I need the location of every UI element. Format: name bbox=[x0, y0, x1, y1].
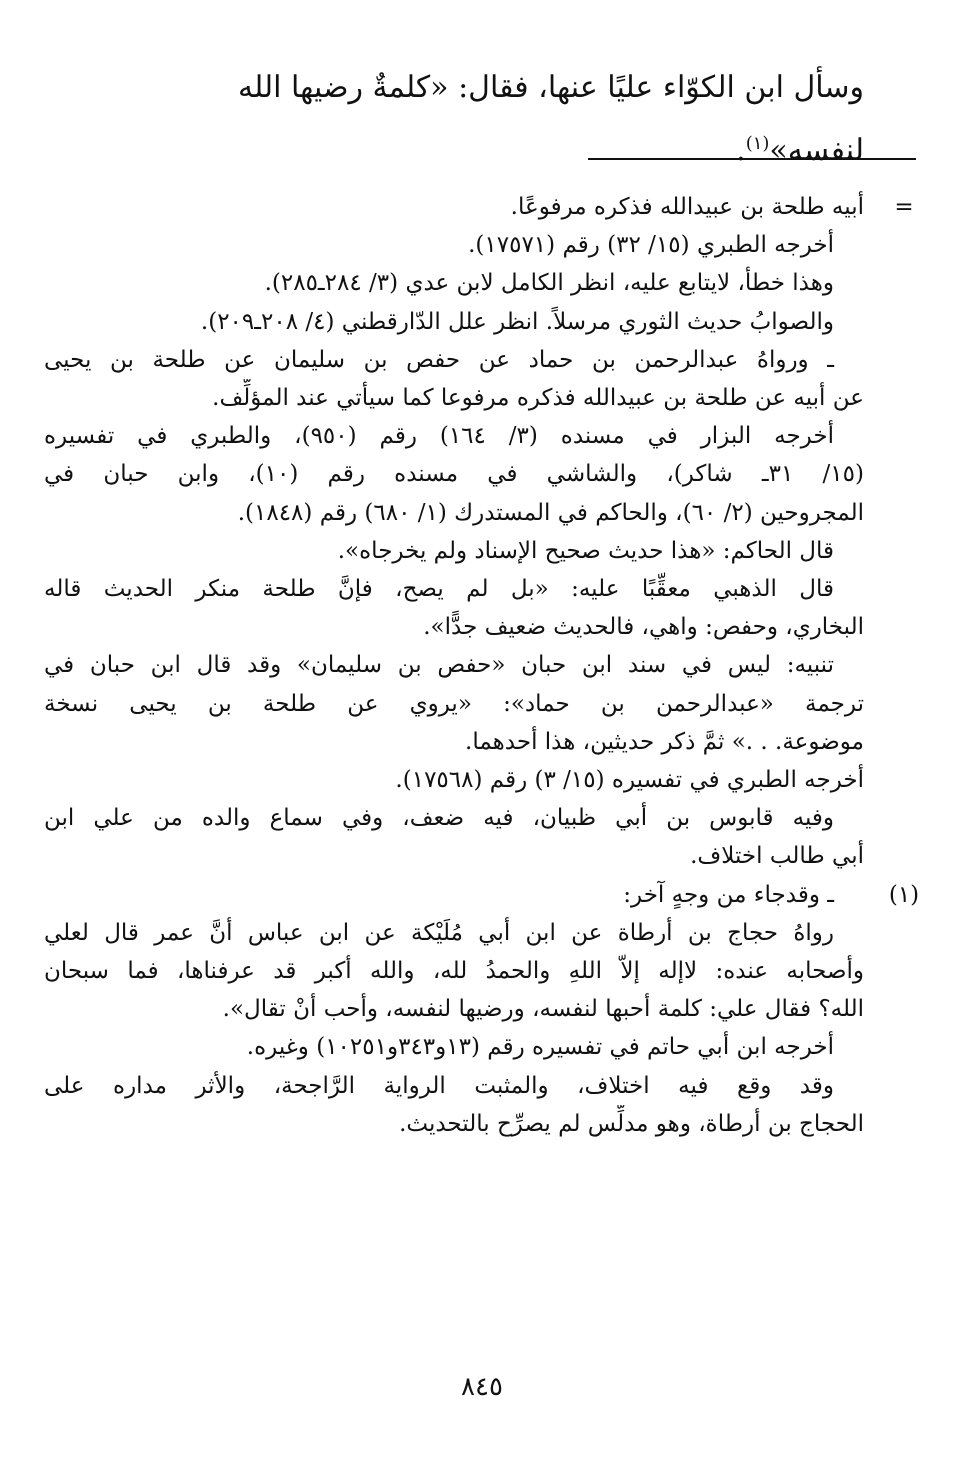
note-line: أبي طالب اختلاف. bbox=[690, 843, 864, 870]
note-line: موضوعة. . .» ثمَّ ذكر حديثين، هذا أحدهما. bbox=[465, 728, 864, 755]
note-line: أخرجه ابن أبي حاتم في تفسيره رقم (١٣و٣٤٣و١٠٢٥١) وغيره. bbox=[246, 1034, 834, 1061]
note-line: أخرجه البزار في مسنده (٣/ ١٦٤) رقم (٩٥٠)، والطبري في تفسيره bbox=[44, 423, 834, 450]
main-text-end: . bbox=[736, 133, 746, 168]
note-line: ـ ورواهُ عبدالرحمن بن حماد عن حفص بن سليمان عن طلحة بن يحيى bbox=[44, 346, 834, 373]
note-line: وأصحابه عنده: لاإله إلاّ اللهِ والحمدُ لله، والله أكبر قد عرفناها، فما سبحان bbox=[44, 958, 864, 985]
note-line: ترجمة «عبدالرحمن بن حماد»: «يروي عن طلحة بن يحيى نسخة bbox=[44, 690, 864, 717]
footnotes bbox=[44, 188, 920, 1143]
note-line: عن أبيه عن طلحة بن عبيدالله فذكره مرفوعا كما سيأتي عند المؤلِّف. bbox=[212, 385, 864, 412]
main-text bbox=[104, 60, 864, 179]
note-line: وفيه قابوس بن أبي ظبيان، فيه ضعف، وفي سماع والده من علي ابن bbox=[44, 805, 834, 832]
note-line: البخاري، وحفص: واهي، فالحديث ضعيف جدًّا». bbox=[423, 614, 864, 641]
page-number: ٨٤٥ bbox=[461, 1372, 503, 1402]
note-line: رواهُ حجاج بن أرطاة عن ابن أبي مُلَيْكة عن ابن عباس أنَّ عمر قال لعلي bbox=[44, 919, 834, 946]
note-line: وقد وقع فيه اختلاف، والمثبت الرواية الرَّاجحة، والأثر مداره على bbox=[44, 1072, 834, 1099]
note-line: الحجاج بن أرطاة، وهو مدلِّس لم يصرِّح بالتحديث. bbox=[399, 1110, 864, 1137]
footnote-separator bbox=[588, 158, 916, 160]
note-line: أخرجه الطبري (١٥/ ٣٢) رقم (١٧٥٧١). bbox=[468, 232, 834, 259]
continuation-marker: = bbox=[894, 194, 914, 220]
note-line: وهذا خطأ، لايتابع عليه، انظر الكامل لابن عدي (٣/ ٢٨٤ـ٢٨٥). bbox=[264, 270, 834, 297]
note-line: ـ وقدجاء من وجهٍ آخر: bbox=[623, 881, 834, 908]
note-line: والصوابُ حديث الثوري مرسلاً. انظر علل الدّارقطني (٤/ ٢٠٨ـ٢٠٩). bbox=[200, 308, 834, 335]
footnote-marker: (١) bbox=[888, 882, 920, 908]
note-line: (١٥/ ٣١ـ شاكر)، والشاشي في مسنده رقم (١٠)، وابن حبان في bbox=[44, 461, 864, 488]
note-line: تنبيه: ليس في سند ابن حبان «حفص بن سليمان» وقد قال ابن حبان في bbox=[44, 652, 834, 679]
note-line: أبيه طلحة بن عبيدالله فذكره مرفوعًا. bbox=[510, 194, 864, 220]
note-line: المجروحين (٢/ ٦٠)، والحاكم في المستدرك (١/ ٦٨٠) رقم (١٨٤٨). bbox=[237, 499, 864, 526]
main-text-body: وسأل ابن الكوّاء عليًا عنها، فقال: «كلمةٌ رضيها الله لنفسه» bbox=[237, 70, 864, 168]
note-line: أخرجه الطبري في تفسيره (١٥/ ٣) رقم (١٧٥٦٨). bbox=[395, 767, 864, 794]
note-line: قال الحاكم: «هذا حديث صحيح الإسناد ولم يخرجاه». bbox=[337, 537, 834, 564]
note-line: الله؟ فقال علي: كلمة أحبها لنفسه، ورضيها لنفسه، وأحب أنْ تقال». bbox=[222, 996, 864, 1023]
note-line: قال الذهبي معقِّبًا عليه: «بل لم يصح، فإنَّ طلحة منكر الحديث قاله bbox=[44, 576, 834, 603]
footnote-ref: (١) bbox=[745, 133, 770, 154]
